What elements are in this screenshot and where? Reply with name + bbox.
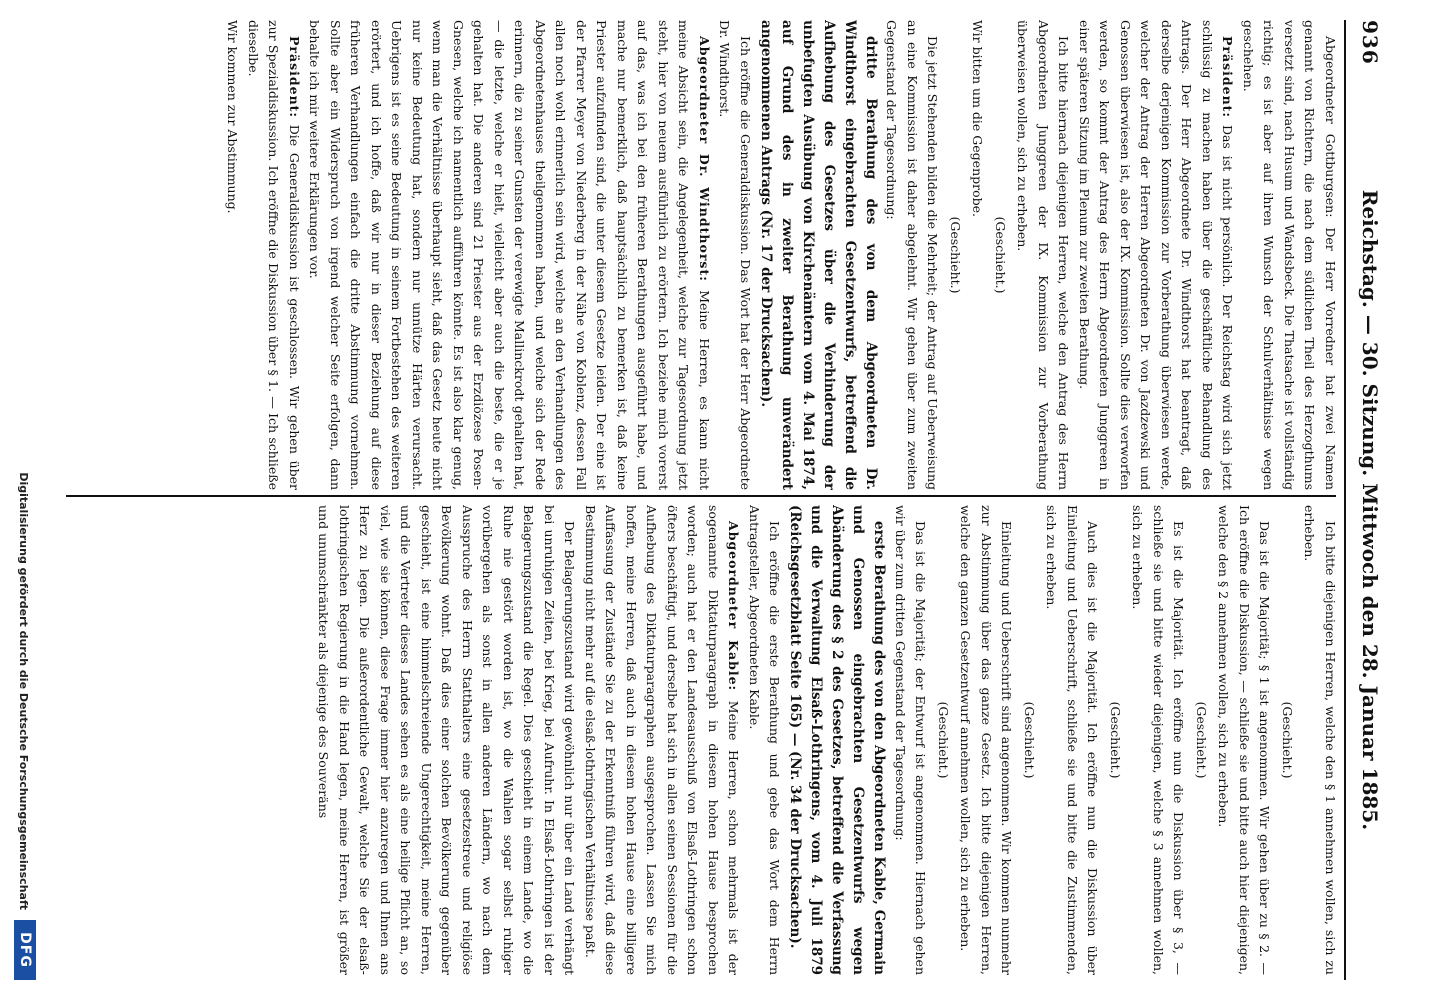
paragraph [744, 505, 785, 975]
page-footer [8, 20, 38, 980]
speaker-name: Abgeordneter Kable: [726, 521, 742, 692]
paragraph [1127, 505, 1189, 975]
paragraph: Wir bitten um die Gegenprobe. [970, 20, 986, 217]
paragraph-text: Das ist die Majorität; § 1 ist angenommen. Wir gehen über zu § 2. — Ich eröffne die Diskussion, — schließe sie und bitte auch hier diejenigen, welche den § 2 annehmen wollen, sich zu erheben. [1216, 505, 1273, 975]
left-column [40, 20, 1340, 490]
header-rule [1344, 20, 1346, 980]
paragraph-text: Ich bitte diejenigen Herren, welche den § 1 annehmen wollen, sich zu erheben. [1302, 505, 1338, 975]
stage-direction: (Geschieht.) [993, 216, 1008, 294]
paragraph-text: Die Generaldiskussion ist geschlossen. Wir gehen über zur Spezialdiskussion. Ich eröffne die Diskussion über § 1. — Ich schließe dieselbe. [246, 20, 302, 490]
paragraph-text: Ich eröffne die Generaldiskussion. Das Wort hat der Herr Abgeordnete Dr. Windthorst. [717, 20, 753, 490]
paragraph [955, 505, 1017, 975]
paragraph [714, 20, 755, 490]
stage-direction: (Geschieht.) [1194, 701, 1209, 779]
page-header [1336, 20, 1396, 980]
paragraph-text: Meine Herren, es kann nicht meine Absicht sein, die Angelegenheit, welche zur Tagesordnung jetzt steht, hier von neuem ausführlich zu erörtern. Ich beziehe mich vorerst auf das, was ich bei den früheren Berathungen ausgeführt habe, und mache nur bemerklich, daß hauptsächlich zu bemerken ist, daß keine Priester aufzufinden sind, die unter diesem Gesetze leiden. Der eine ist der Pfarrer Meyer von Niederberg in der Nähe von Koblenz, dessen Fall allen noch wohl erinnerlich sein wird, welche an den Verhandlungen des Abgeordnetenhauses theilgenommen haben, und welche sich der Rede erinnern, die zu seiner Gunsten der verewigte Mallinckrodt gehalten hat, — die letzte, welche er hielt, vielleicht aber auch die beste, die er je gehalten hat. Die anderen sind 21 Priester aus der Erzdiözese Posen-Gnesen, welche ich namentlich aufführen könnte. Es ist also klar genug, wenn man die Verhältnisse überhaupt sieht, daß das Gesetz heute nicht nur keine Bedeutung hat, sondern nur unnütze Härten verursacht. Uebrigens ist es seine Bedeutung in seinem Fortbestehen des weiteren erörtert, und ich hoffe, daß wir nur in dieser Beziehung auf diese früheren Verhandlungen einfach die dritte Abstimmung vornehmen. Sollte aber ein Widerspruch von irgend welcher Seite erfolgen, dann behalte ich mir weitere Erklärungen vor. [307, 20, 712, 490]
paragraph-text: Das ist die Majorität; der Entwurf ist angenommen. Hiernach gehen wir über zum dritten Gegenstand der Tagesordnung: [893, 505, 929, 975]
paragraph-text: Ich eröffne die erste Berathung und gebe das Wort dem Herrn Antragsteller, Abgeordneten Kable. [747, 505, 783, 975]
agenda-item-heading: dritte Berathung des von dem Abgeordneten Dr. Windthorst eingebrachten Gesetzentwurfs, betreffend die Aufhebung des Gesetzes über die Verhinderung der unbefugten Ausübung von Kirchenämtern vom 4. Mai 1874, auf Grund des in zweiter Berathung unverändert angenommenen Antrags (Nr. 17 der Drucksachen). [758, 20, 879, 490]
paragraph-text: Meine Herren, schon mehrmals ist der sogenannte Diktaturparagraph in diesem hohen Hause besprochen worden; auch hat er den Landesausschuß von Elsaß-Lothringen schon öfters beschäftigt, und derselbe hat sich in allen seinen Sessionen für die Aufhebung des Diktaturparagraphen ausgesprochen. Lassen Sie mich hoffen, meine Herren, daß auch in diesem hohen Hause eine billigere Auffassung der Zustände Sie zu der Erkenntniß führen wird, daß diese Bestimmung nicht mehr auf die elsaß-lothringischen Verhältnisse paßt. [583, 505, 742, 975]
speaker-name: Präsident: [1220, 36, 1236, 119]
speaker-name: Abgeordneter Dr. Windthorst: [697, 36, 712, 282]
paragraph-text: Ich bitte hiernach diejenigen Herren, welche den Antrag des Herrn Abgeordneten Junggreen der IX. Kommission zur Vorberathung überweisen wollen, sich zu erheben. [1015, 20, 1072, 490]
paragraph: Wir kommen zur Abstimmung. [225, 20, 241, 214]
paragraph [1012, 20, 1074, 490]
paragraph [1041, 505, 1103, 975]
session-line: Reichstag. — 30. Sitzung. Mittwoch den 28. Januar 1885. [1358, 189, 1382, 831]
paragraph [313, 505, 580, 975]
paragraph-text: Einleitung und Ueberschrift sind angenommen. Wir kommen nunmehr zur Abstimmung über das ganze Gesetz. Ich bitte diejenigen Herren, welche den ganzen Gesetzentwurf annehmen wollen, sich zu erheben. [958, 505, 1015, 975]
paragraph-text: Das ist nicht persönlich. Der Reichstag wird sich jetzt schlüssig zu machen haben über die geschäftliche Behandlung des Antrags. Der Herr Abgeordnete Dr. Windthorst hat beantragt, daß derselbe derjenigen Kommission zur Vorberathung überwiesen werde, welcher der Antrag der Herren Abgeordneten Dr. von Jazdzewski und Genossen überwiesen ist, also der IX. Kommission. Sollte dies verworfen werden, so kommt der Antrag des Herrn Abgeordneten Junggreen in einer späteren Sitzung im Plenum zur zweiten Berathung. [1077, 20, 1236, 490]
stage-direction: (Geschieht.) [1022, 701, 1037, 779]
column-divider [66, 495, 1336, 497]
paragraph-text: Abgeordneter Gottburgsen: Der Herr Vorredner hat zwei Namen genannt von Richtern, die nach dem südlichen Theil des Herzogthums versetzt sind, nach Husum und Wandsbeck. Die Thatsache ist vollständig richtig; es ist aber auf ihren Wunsch der Schulverhältnisse wegen geschehen. [1241, 20, 1338, 490]
paragraph-text: Der Belagerungszustand wird gewöhnlich nur über ein Land verhängt bei unruhigen Zeiten, bei Krieg, bei Aufruhr. In Elsaß-Lothringen ist der Belagerungszustand die Regel. Dies geschieht in einem Lande, wo die Ruhe nie gestört worden ist, wo die Wahlen sogar selbst ruhiger vorübergehen als sonst in allen anderen Ländern, wo nach dem Ausspruche des Herrn Statthalters eine gesetzestreue und religiöse Bevölkerung wohnt. Daß dies einer solchen Bevölkerung gegenüber geschieht, ist eine himmelschreiende Ungerechtigkeit, meine Herren, und die Vertreter dieses Landes sehen es als eine heilige Pflicht an, so viel, wie sie können, diese Frage immer hier anzuregen und Ihnen ans Herz zu legen. Die außerordentliche Gewalt, welche Sie der elsaß-lothringischen Regierung in die Hand legen, meine Herren, ist größer und unumschränkter als diejenige des Souveräns [316, 505, 578, 975]
paragraph [1238, 20, 1341, 490]
paragraph [1299, 505, 1340, 975]
paragraph [881, 20, 943, 490]
paragraph [1074, 20, 1238, 490]
speaker-name: Präsident: [287, 36, 302, 119]
agenda-item-heading: erste Berathung des von den Abgeordneten Kable, Germain und Genossen eingebrachten Gesetzentwurfs wegen Abänderung des § 2 des Gesetzes, betreffend die Verfassung und die Verwaltung Elsaß-Lothringens, vom 4. Juli 1879 (Reichsgesetzblatt Seite 165) — (Nr. 34 der Drucksachen). [787, 505, 888, 975]
paragraph-text: Es ist die Majorität. Ich eröffne nun die Diskussion über § 3, — schließe sie und bitte wieder diejenigen, welche § 3 annehmen wollen, sich zu erheben. [1130, 505, 1187, 975]
paragraph [304, 20, 714, 490]
paragraph-text: Auch dies ist die Majorität. Ich eröffne nun die Diskussion über Einleitung und Ueberschrift, schließe sie und bitte die Zustimmenden, sich zu erheben. [1044, 505, 1101, 975]
paragraph [1213, 505, 1275, 975]
stage-direction: (Geschieht.) [936, 701, 951, 779]
right-column [40, 505, 1340, 975]
stage-direction: (Geschieht.) [1280, 701, 1295, 779]
paragraph [243, 20, 305, 490]
paragraph [890, 505, 931, 975]
stage-direction: (Geschieht.) [948, 216, 963, 294]
paragraph-text: Die jetzt Stehenden bilden die Mehrheit; der Antrag auf Ueberweisung an eine Kommission ist daher abgelehnt. Wir gehen über zum zweiten Gegenstand der Tagesordnung: [884, 20, 941, 490]
dfg-logo: DFG [14, 920, 36, 980]
stage-direction: (Geschieht.) [1108, 701, 1123, 779]
dfg-credit: Digitalisierung gefördert durch die Deutsche Forschungsgemeinschaft [17, 472, 30, 910]
paragraph [580, 505, 744, 975]
page-number: 936 [1358, 20, 1382, 65]
